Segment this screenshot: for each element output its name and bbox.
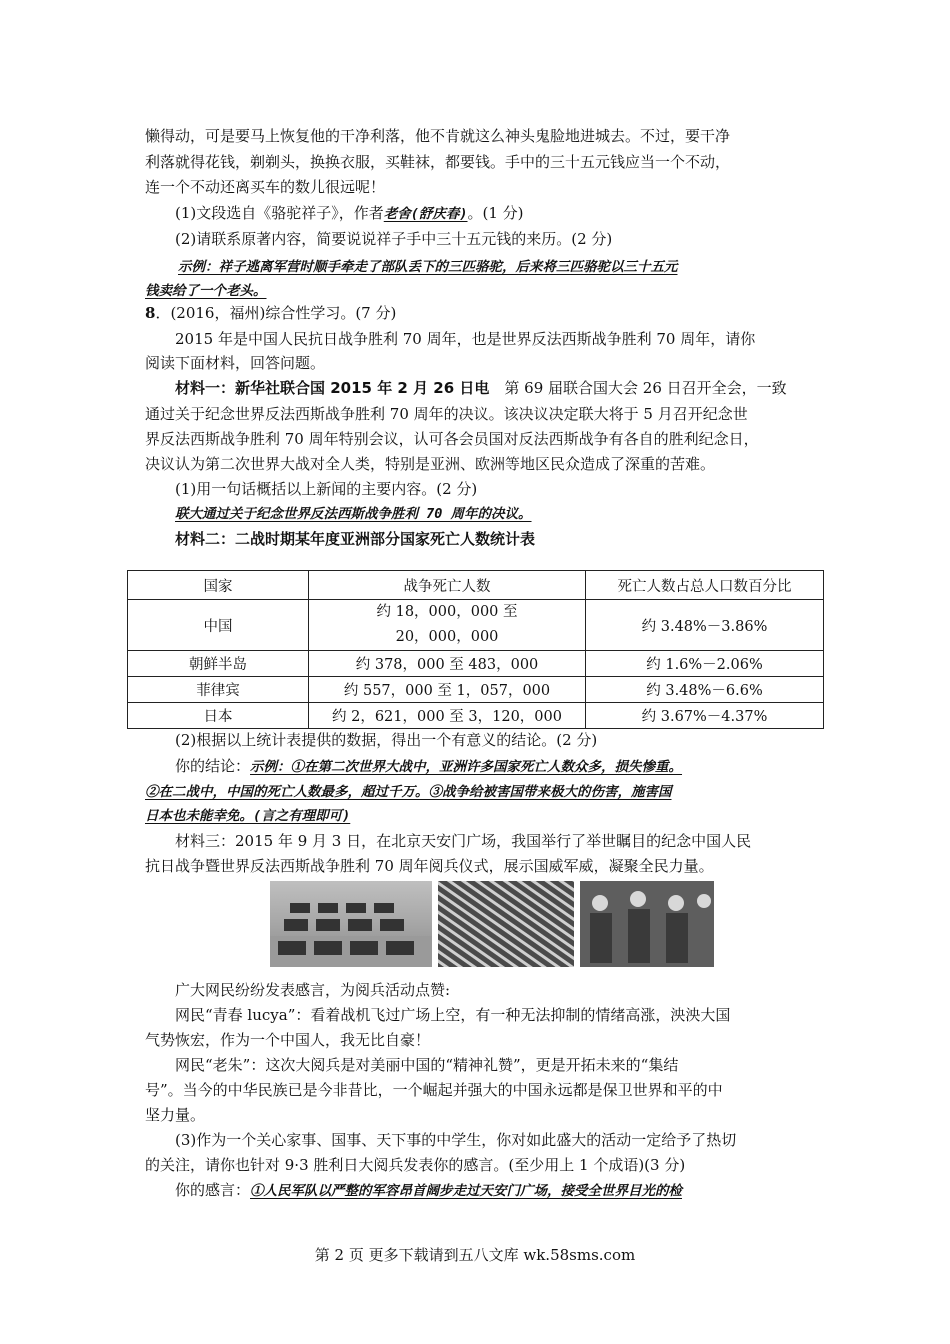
- netizen-comment: 网民“老朱”：这次大阅兵是对美丽中国的“精神礼赞”，更是开拓未来的“集结: [175, 1056, 679, 1074]
- question-2: (2)请联系原著内容，简要说说祥子手中三十五元钱的来历。(2 分): [175, 230, 613, 248]
- paragraph-line: 气势恢宏，作为一个中国人，我无比自豪！: [145, 1031, 431, 1049]
- answer-text: 钱卖给了一个老头。: [145, 283, 267, 299]
- page-footer: 第 2 页 更多下载请到五八文库 wk.58sms.com: [314, 1246, 636, 1264]
- paragraph-line: 连一个不动还离买车的数儿很远呢！: [145, 178, 386, 196]
- table-cell: 约 557，000 至 1，057，000: [309, 677, 586, 703]
- answer-text: 联大通过关于纪念世界反法西斯战争胜利 70 周年的决议。: [175, 506, 532, 522]
- table-header-cell: 死亡人数占总人口数百分比: [586, 571, 824, 600]
- table-cell: 中国: [128, 600, 309, 651]
- answer-text: 示例：①在第二次世界大战中，亚洲许多国家死亡人数众多，损失惨重。: [250, 759, 683, 775]
- answer-text: ②在二战中，中国的死亡人数最多，超过千万。③战争给被害国带来极大的伤害，施害国: [145, 784, 672, 800]
- table-row: [128, 703, 824, 729]
- paragraph-line: 2015 年是中国人民抗日战争胜利 70 周年，也是世界反法西斯战争胜利 70 周年，请你: [175, 330, 756, 348]
- answer-text: 日本也未能幸免。(言之有理即可): [145, 808, 351, 824]
- table-header-cell: 国家: [128, 571, 309, 600]
- paragraph-line: 坚力量。: [145, 1106, 206, 1124]
- paragraph-line: 阅读下面材料，回答问题。: [145, 354, 326, 372]
- paragraph-line: 抗日战争暨世界反法西斯战争胜利 70 周年阅兵仪式，展示国威军威，凝聚全民力量。: [145, 857, 714, 875]
- answer-text: 示例：祥子逃离军营时顺手牵走了部队丢下的三匹骆驼，后来将三匹骆驼以三十五元: [178, 259, 678, 275]
- table-cell: 约 2，621，000 至 3，120，000: [309, 703, 586, 729]
- table-row: [128, 677, 824, 703]
- sub-question-2: (2)根据以上统计表提供的数据，得出一个有意义的结论。(2 分): [175, 731, 598, 749]
- answer-text: ①人民军队以严整的军容昂首阔步走过天安门广场，接受全世界目光的检: [250, 1183, 683, 1199]
- table-cell: 约 378，000 至 483，000: [309, 651, 586, 677]
- netizen-comment: 网民“青春 lucya”：看着战机飞过广场上空，有一种无法抑制的情绪高涨，泱泱大国: [175, 1006, 731, 1024]
- material-3-line: 材料三：2015 年 9 月 3 日，在北京天安门广场，我国举行了举世瞩目的纪念中国人民: [175, 832, 752, 850]
- parade-soldiers-closeup-photo: [580, 881, 714, 967]
- parade-closeup-image: [580, 881, 714, 967]
- table-header-row: [128, 571, 824, 600]
- paragraph-line: 懒得动，可是要马上恢复他的干净利落，他不肯就这么神头鬼脸地进城去。不过，要干净: [145, 127, 731, 145]
- death-statistics-table: [127, 570, 824, 729]
- paragraph-line: 的关注，请你也针对 9·3 胜利日大阅兵发表你的感言。(至少用上 1 个成语)(3 分): [145, 1156, 686, 1174]
- table-cell: 约 18，000，000 至 20，000，000: [309, 600, 586, 651]
- table-cell: 朝鲜半岛: [128, 651, 309, 677]
- paragraph-line: 决议认为第二次世界大战对全人类，特别是亚洲、欧洲等地区民众造成了深重的苦难。: [145, 455, 716, 473]
- table-cell: 约 1.6%－2.06%: [586, 651, 824, 677]
- material-2-title: 材料二：二战时期某年度亚洲部分国家死亡人数统计表: [175, 530, 536, 548]
- reflection-line: 你的感言：①人民军队以严整的军容昂首阔步走过天安门广场，接受全世界目光的检: [175, 1181, 683, 1199]
- question-8-heading: 8．(2016，福州)综合性学习。(7 分): [145, 304, 397, 322]
- question-1: (1)文段选自《骆驼祥子》，作者老舍(舒庆春)。(1 分): [175, 204, 524, 222]
- sub-question-3: (3)作为一个关心家事、国事、天下事的中学生，你对如此盛大的活动一定给予了热切: [175, 1131, 737, 1149]
- parade-soldiers-image: [438, 881, 574, 967]
- parade-tanks-photo: [270, 881, 432, 967]
- table-cell: 约 3.67%－4.37%: [586, 703, 824, 729]
- answer-text: 老舍(舒庆春): [383, 206, 468, 222]
- table-header-cell: 战争死亡人数: [309, 571, 586, 600]
- conclusion-line: 你的结论：示例：①在第二次世界大战中，亚洲许多国家死亡人数众多，损失惨重。: [175, 757, 683, 775]
- table-cell: 菲律宾: [128, 677, 309, 703]
- paragraph-line: 界反法西斯战争胜利 70 周年特别会议，认可各会员国对反法西斯战争有各自的胜利纪念日，: [145, 430, 759, 448]
- paragraph-line: 号”。当今的中华民族已是今非昔比，一个崛起并强大的中国永远都是保卫世界和平的中: [145, 1081, 723, 1099]
- parade-tanks-image: [270, 881, 432, 967]
- material-1-heading: 材料一：新华社联合国 2015 年 2 月 26 日电 第 69 届联合国大会 26 日召开全会，一致: [175, 379, 787, 397]
- sub-question-1: (1)用一句话概括以上新闻的主要内容。(2 分): [175, 480, 478, 498]
- table-cell: 约 3.48%－3.86%: [586, 600, 824, 651]
- netizens-intro: 广大网民纷纷发表感言，为阅兵活动点赞:: [175, 981, 451, 999]
- paragraph-line: 利落就得花钱，剃剃头，换换衣服，买鞋袜，都要钱。手中的三十五元钱应当一个不动，: [145, 153, 731, 171]
- paragraph-line: 通过关于纪念世界反法西斯战争胜利 70 周年的决议。该决议决定联大将于 5 月召开纪念世: [145, 405, 748, 423]
- table-row: [128, 651, 824, 677]
- table-cell: 日本: [128, 703, 309, 729]
- parade-soldiers-photo: [438, 881, 574, 967]
- table-row: [128, 600, 824, 651]
- table-cell: 约 3.48%－6.6%: [586, 677, 824, 703]
